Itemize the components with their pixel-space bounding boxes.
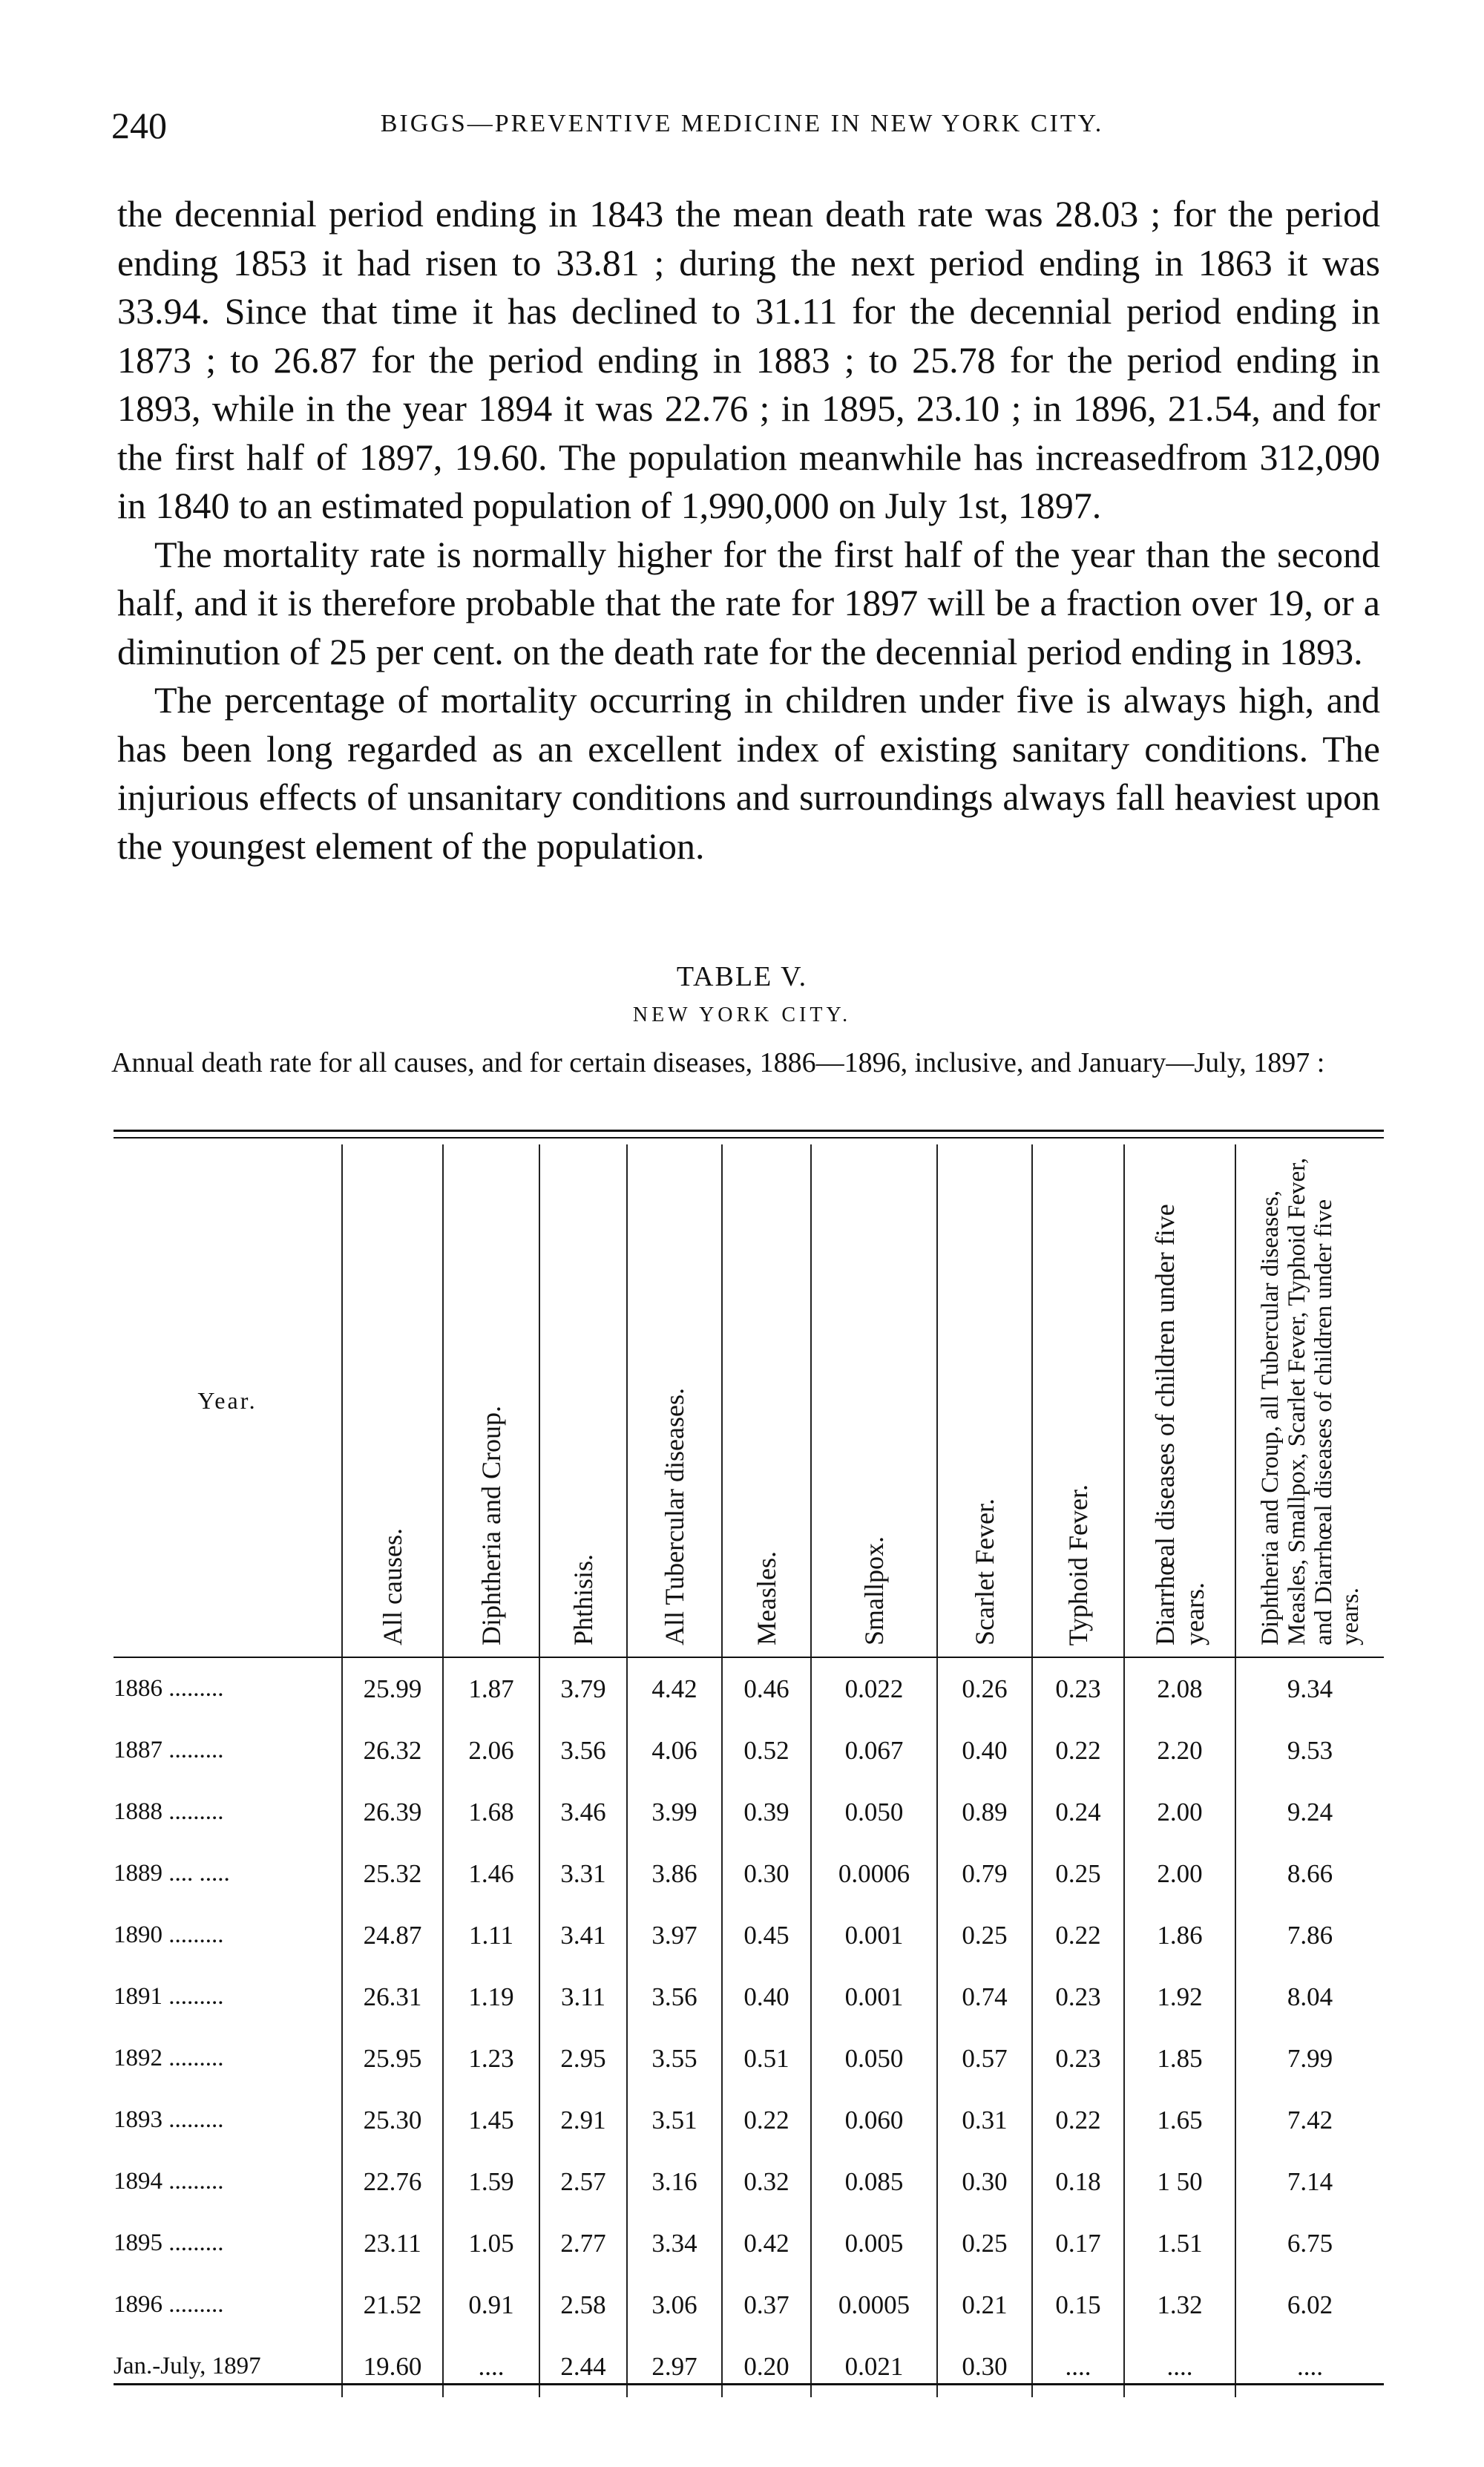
value-cell: 0.40 xyxy=(937,1720,1032,1781)
death-rate-table xyxy=(114,1130,1384,2385)
value-cell: 1.32 xyxy=(1124,2274,1235,2336)
value-cell: 23.11 xyxy=(342,2212,443,2274)
value-cell: 0.24 xyxy=(1032,1781,1124,1843)
value-cell: 22.76 xyxy=(342,2151,443,2212)
value-cell: 8.66 xyxy=(1235,1843,1384,1904)
value-cell: 0.0005 xyxy=(811,2274,937,2336)
value-cell: 0.22 xyxy=(722,2089,811,2151)
year-cell: 1893 ......... xyxy=(114,2106,224,2133)
value-cell: 21.52 xyxy=(342,2274,443,2336)
value-cell: 3.06 xyxy=(627,2274,722,2336)
value-cell: 6.02 xyxy=(1235,2274,1384,2336)
table-header-row xyxy=(114,1144,1384,1657)
value-cell: 0.30 xyxy=(722,1843,811,1904)
column-header: Diphtheria and Croup, all Tubercular diseases, Measles, Smallpox, Scarlet Fever, Typhoid Fever, and Diarrhœal diseases of children under five years. xyxy=(1235,1144,1384,1657)
value-cell: 3.56 xyxy=(627,1966,722,2028)
value-cell: 3.86 xyxy=(627,1843,722,1904)
column-header: Diphtheria and Croup. xyxy=(443,1144,539,1657)
value-cell: 0.32 xyxy=(722,2151,811,2212)
value-cell: 25.95 xyxy=(342,2028,443,2089)
value-cell: 0.21 xyxy=(937,2274,1032,2336)
value-cell: 0.22 xyxy=(1032,1904,1124,1966)
table-row xyxy=(114,1657,1384,1720)
value-cell: 1.68 xyxy=(443,1781,539,1843)
column-header: All causes. xyxy=(342,1144,443,1657)
value-cell: 7.14 xyxy=(1235,2151,1384,2212)
value-cell: 2.00 xyxy=(1124,1843,1235,1904)
value-cell: 0.91 xyxy=(443,2274,539,2336)
value-cell: 9.24 xyxy=(1235,1781,1384,1843)
table-row xyxy=(114,1781,1384,1843)
value-cell: 26.32 xyxy=(342,1720,443,1781)
value-cell: 2.57 xyxy=(539,2151,627,2212)
value-cell: 3.97 xyxy=(627,1904,722,1966)
table-row xyxy=(114,1966,1384,2028)
value-cell: 0.52 xyxy=(722,1720,811,1781)
value-cell: 3.51 xyxy=(627,2089,722,2151)
table-row xyxy=(114,2336,1384,2397)
table-body xyxy=(114,1657,1384,2397)
value-cell: 2.77 xyxy=(539,2212,627,2274)
value-cell: 7.86 xyxy=(1235,1904,1384,1966)
value-cell: 0.23 xyxy=(1032,1966,1124,2028)
table-row xyxy=(114,2212,1384,2274)
value-cell: 7.99 xyxy=(1235,2028,1384,2089)
value-cell: 0.40 xyxy=(722,1966,811,2028)
value-cell: 0.31 xyxy=(937,2089,1032,2151)
data-table xyxy=(114,1144,1384,2397)
value-cell: 3.41 xyxy=(539,1904,627,1966)
value-cell: 0.23 xyxy=(1032,1657,1124,1720)
value-cell: 25.32 xyxy=(342,1843,443,1904)
value-cell: 0.022 xyxy=(811,1657,937,1720)
table-top-rule xyxy=(114,1130,1384,1132)
column-header: Smallpox. xyxy=(811,1144,937,1657)
running-head: BIGGS—PREVENTIVE MEDICINE IN NEW YORK CITY. xyxy=(380,110,1104,137)
value-cell: 0.22 xyxy=(1032,1720,1124,1781)
column-header: Typhoid Fever. xyxy=(1032,1144,1124,1657)
value-cell: 4.42 xyxy=(627,1657,722,1720)
value-cell: 0.20 xyxy=(722,2336,811,2397)
value-cell: 9.53 xyxy=(1235,1720,1384,1781)
value-cell: 0.17 xyxy=(1032,2212,1124,2274)
value-cell: 2.00 xyxy=(1124,1781,1235,1843)
value-cell: 0.39 xyxy=(722,1781,811,1843)
value-cell: 3.56 xyxy=(539,1720,627,1781)
value-cell: 0.51 xyxy=(722,2028,811,2089)
table-caption: TABLE V. xyxy=(676,961,808,992)
paragraph: The mortality rate is normally higher for the first half of the year than the second half, and it is therefore probable that the rate for 1897 will be a fraction over 19, or a diminution of 25 per cent. on the death rate for the decennial period ending in 1893. xyxy=(117,533,1380,672)
value-cell: 2.58 xyxy=(539,2274,627,2336)
value-cell: 1.05 xyxy=(443,2212,539,2274)
value-cell: .... xyxy=(443,2336,539,2397)
value-cell: 1.19 xyxy=(443,1966,539,2028)
table-subcaption: NEW YORK CITY. xyxy=(632,1003,852,1026)
value-cell: 0.23 xyxy=(1032,2028,1124,2089)
value-cell: 1.45 xyxy=(443,2089,539,2151)
value-cell: 1.46 xyxy=(443,1843,539,1904)
value-cell: 0.57 xyxy=(937,2028,1032,2089)
value-cell: 0.45 xyxy=(722,1904,811,1966)
value-cell: 1.59 xyxy=(443,2151,539,2212)
value-cell: 3.55 xyxy=(627,2028,722,2089)
body-text xyxy=(117,190,1380,871)
column-header: Phthisis. xyxy=(539,1144,627,1657)
table-row xyxy=(114,1843,1384,1904)
value-cell: 0.26 xyxy=(937,1657,1032,1720)
value-cell: 0.46 xyxy=(722,1657,811,1720)
year-cell: 1886 ......... xyxy=(114,1675,224,1702)
value-cell: 0.30 xyxy=(937,2151,1032,2212)
value-cell: 0.25 xyxy=(1032,1843,1124,1904)
value-cell: 3.46 xyxy=(539,1781,627,1843)
value-cell: 25.30 xyxy=(342,2089,443,2151)
year-cell: 1888 ......... xyxy=(114,1798,224,1825)
table-top-rule-inner xyxy=(114,1137,1384,1139)
value-cell: 0.42 xyxy=(722,2212,811,2274)
value-cell: 1.51 xyxy=(1124,2212,1235,2274)
value-cell: 0.085 xyxy=(811,2151,937,2212)
table-row xyxy=(114,2089,1384,2151)
value-cell: 2.20 xyxy=(1124,1720,1235,1781)
value-cell: 1.11 xyxy=(443,1904,539,1966)
table-bottom-rule xyxy=(114,2383,1384,2385)
value-cell: 3.34 xyxy=(627,2212,722,2274)
year-cell: 1889 .... ..... xyxy=(114,1860,230,1887)
value-cell: 0.79 xyxy=(937,1843,1032,1904)
value-cell: .... xyxy=(1124,2336,1235,2397)
value-cell: 0.0006 xyxy=(811,1843,937,1904)
table-row xyxy=(114,2028,1384,2089)
year-cell: 1890 ......... xyxy=(114,1921,224,1948)
value-cell: 3.31 xyxy=(539,1843,627,1904)
table-row xyxy=(114,2151,1384,2212)
value-cell: 1.65 xyxy=(1124,2089,1235,2151)
value-cell: 0.067 xyxy=(811,1720,937,1781)
value-cell: 8.04 xyxy=(1235,1966,1384,2028)
value-cell: 0.021 xyxy=(811,2336,937,2397)
value-cell: 0.050 xyxy=(811,1781,937,1843)
year-cell: 1895 ......... xyxy=(114,2230,224,2256)
value-cell: 26.31 xyxy=(342,1966,443,2028)
value-cell: 19.60 xyxy=(342,2336,443,2397)
value-cell: 0.37 xyxy=(722,2274,811,2336)
value-cell: 0.18 xyxy=(1032,2151,1124,2212)
value-cell: 3.16 xyxy=(627,2151,722,2212)
value-cell: 2.44 xyxy=(539,2336,627,2397)
value-cell: 0.050 xyxy=(811,2028,937,2089)
value-cell: 0.001 xyxy=(811,1966,937,2028)
value-cell: 25.99 xyxy=(342,1657,443,1720)
year-cell: 1891 ......... xyxy=(114,1983,224,2010)
value-cell: 2.08 xyxy=(1124,1657,1235,1720)
column-header: Scarlet Fever. xyxy=(937,1144,1032,1657)
year-cell: Jan.-July, 1897 xyxy=(114,2353,261,2379)
paragraph: the decennial period ending in 1843 the mean death rate was 28.03 ; for the period ending 1853 it had risen to 33.81 ; during the next period ending in 1863 it was 33.94. Since that time it has declined to 31.11 for the decennial period ending in 1873 ; to 26.87 for the period ending in 1883 ; to 25.78 for the period ending in 1893, while in the year 1894 it was 22.76 ; in 1895, 23.10 ; in 1896, 21.54, and for the first half of 1897, 19.60. The population meanwhile has increasedfrom 312,090 in 1840 to an estimated population of 1,990,000 on July 1st, 1897. xyxy=(117,193,1380,526)
value-cell: 6.75 xyxy=(1235,2212,1384,2274)
year-cell: 1887 ......... xyxy=(114,1737,224,1763)
value-cell: 1.87 xyxy=(443,1657,539,1720)
value-cell: 3.99 xyxy=(627,1781,722,1843)
value-cell: 24.87 xyxy=(342,1904,443,1966)
column-header-year: Year. xyxy=(114,1144,342,1657)
value-cell: 1.92 xyxy=(1124,1966,1235,2028)
value-cell: .... xyxy=(1235,2336,1384,2397)
column-header: Diarrhœal diseases of children under five years. xyxy=(1124,1144,1235,1657)
value-cell: 3.11 xyxy=(539,1966,627,2028)
value-cell: 0.15 xyxy=(1032,2274,1124,2336)
value-cell: 9.34 xyxy=(1235,1657,1384,1720)
value-cell: 0.25 xyxy=(937,2212,1032,2274)
value-cell: 0.001 xyxy=(811,1904,937,1966)
column-header: All Tubercular diseases. xyxy=(627,1144,722,1657)
value-cell: 2.95 xyxy=(539,2028,627,2089)
value-cell: 1 50 xyxy=(1124,2151,1235,2212)
value-cell: 0.22 xyxy=(1032,2089,1124,2151)
value-cell: 2.91 xyxy=(539,2089,627,2151)
table-description: Annual death rate for all causes, and for certain diseases, 1886—1896, inclusive, and January—July, 1897 : xyxy=(111,1047,1325,1078)
value-cell: 0.005 xyxy=(811,2212,937,2274)
table-row xyxy=(114,1720,1384,1781)
value-cell: 0.89 xyxy=(937,1781,1032,1843)
value-cell: 7.42 xyxy=(1235,2089,1384,2151)
value-cell: 0.060 xyxy=(811,2089,937,2151)
value-cell: 2.97 xyxy=(627,2336,722,2397)
value-cell: 1.85 xyxy=(1124,2028,1235,2089)
value-cell: 3.79 xyxy=(539,1657,627,1720)
value-cell: 26.39 xyxy=(342,1781,443,1843)
value-cell: 0.30 xyxy=(937,2336,1032,2397)
page-header xyxy=(111,104,1373,148)
value-cell: 1.23 xyxy=(443,2028,539,2089)
table-row xyxy=(114,1904,1384,1966)
value-cell: 0.74 xyxy=(937,1966,1032,2028)
table-row xyxy=(114,2274,1384,2336)
value-cell: 4.06 xyxy=(627,1720,722,1781)
page-number: 240 xyxy=(111,105,167,146)
value-cell: 1.86 xyxy=(1124,1904,1235,1966)
value-cell: 2.06 xyxy=(443,1720,539,1781)
paragraph: The percentage of mortality occurring in children under five is always high, and has been long regarded as an excellent index of existing sanitary conditions. The injurious effects of unsanitary conditions and surroundings always fall heaviest upon the youngest element of the population. xyxy=(117,679,1380,867)
year-cell: 1894 ......... xyxy=(114,2168,224,2195)
value-cell: .... xyxy=(1032,2336,1124,2397)
year-cell: 1896 ......... xyxy=(114,2291,224,2318)
year-cell: 1892 ......... xyxy=(114,2045,224,2071)
column-header: Measles. xyxy=(722,1144,811,1657)
value-cell: 0.25 xyxy=(937,1904,1032,1966)
